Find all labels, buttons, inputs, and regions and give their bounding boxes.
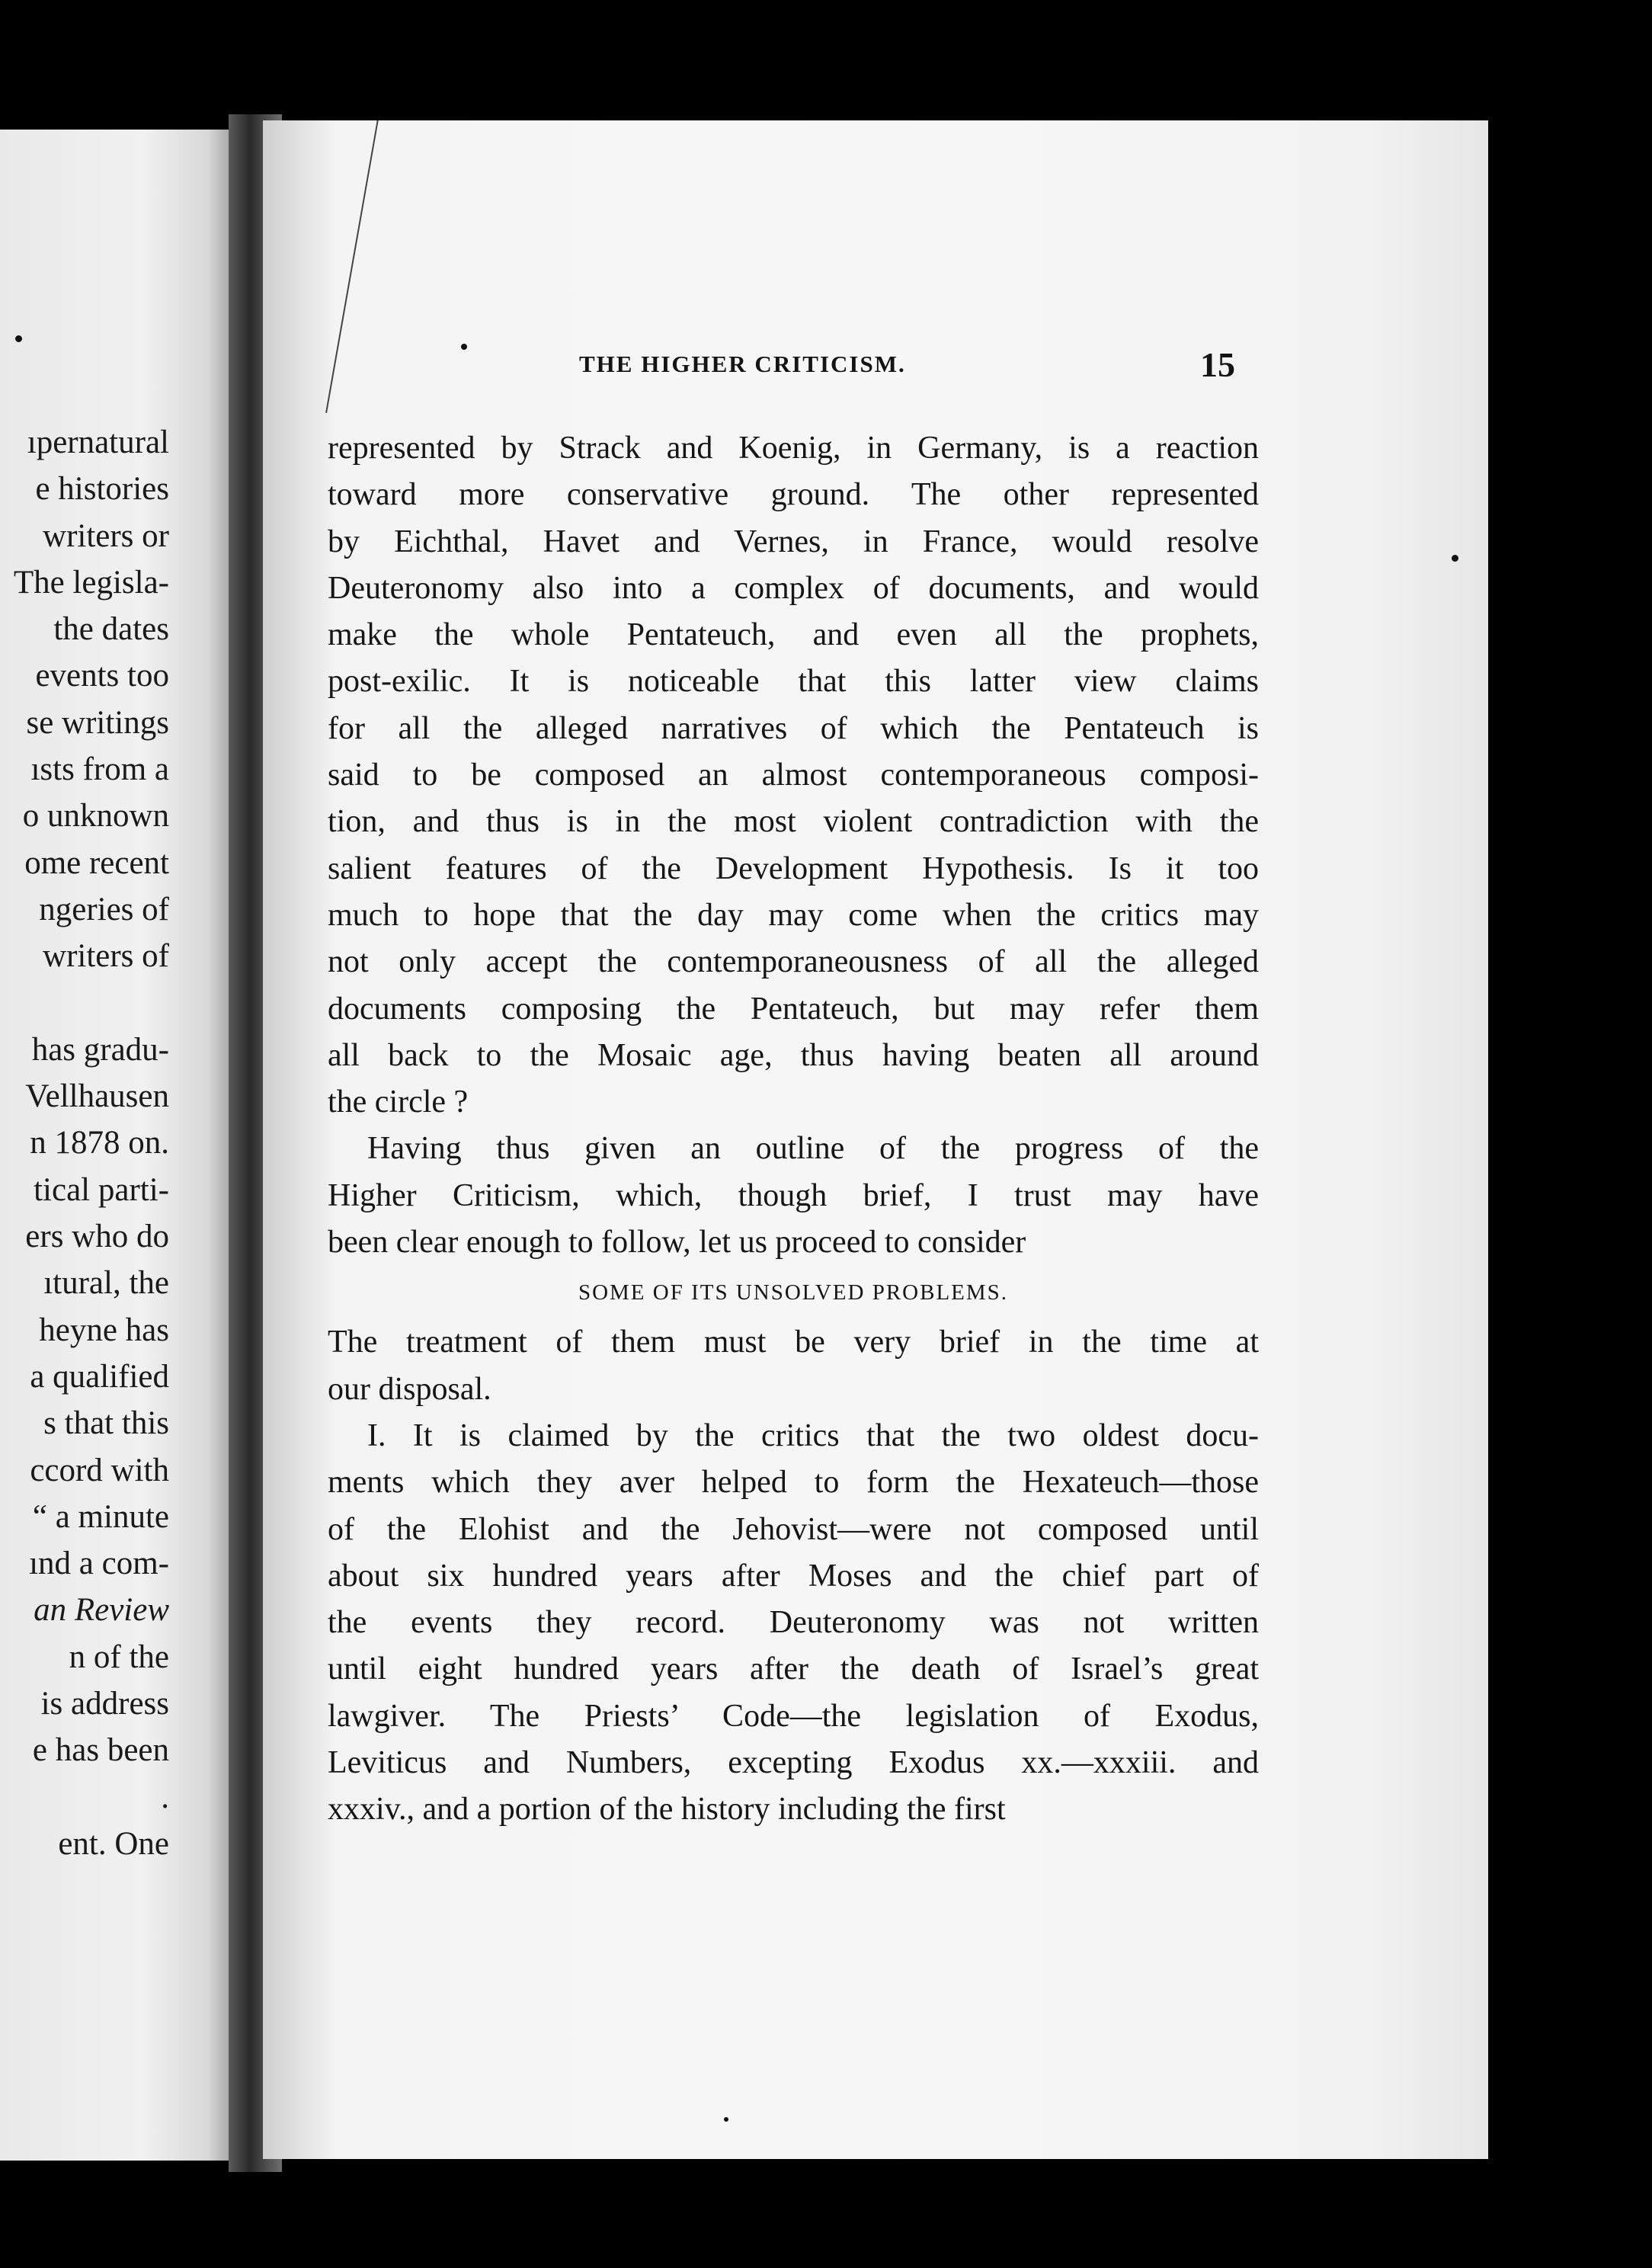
left-page-line: ngeries of bbox=[39, 891, 169, 927]
left-page-line: ome recent bbox=[24, 844, 169, 881]
text-line: the events they record. Deuteronomy was not written bbox=[328, 1605, 1259, 1641]
page-number: 15 bbox=[1200, 345, 1235, 384]
text-line: been clear enough to follow, let us proceed to consider bbox=[328, 1225, 1026, 1261]
left-page-line: “ a minute bbox=[32, 1498, 169, 1535]
left-page-line: ıpernatural bbox=[27, 424, 169, 460]
left-page-line: ıtural, the bbox=[43, 1265, 169, 1302]
text-line: said to be composed an almost contemporaneous composi- bbox=[328, 758, 1259, 793]
text-line: by Eichthal, Havet and Vernes, in France, would resolve bbox=[328, 524, 1259, 559]
left-page-text-fragment bbox=[14, 419, 169, 1867]
text-line: all back to the Mosaic age, thus having beaten all around bbox=[328, 1037, 1259, 1073]
text-line: tion, and thus is in the most violent contradiction with the bbox=[328, 804, 1259, 840]
left-page-line: ccord with bbox=[30, 1452, 169, 1488]
left-page-line: s that this bbox=[43, 1405, 169, 1442]
text-line: I. It is claimed by the critics that the two oldest docu- bbox=[367, 1418, 1259, 1453]
text-line: Leviticus and Numbers, excepting Exodus xx.—xxxiii. and bbox=[328, 1745, 1259, 1781]
left-page-line: The legisla- bbox=[13, 564, 169, 601]
scan-speck bbox=[724, 2117, 728, 2122]
text-line: not only accept the contemporaneousness of all the alleged bbox=[328, 944, 1259, 980]
text-line: documents composing the Pentateuch, but may refer them bbox=[328, 991, 1259, 1027]
text-line: our disposal. bbox=[328, 1371, 491, 1407]
left-page-line: ers who do bbox=[25, 1219, 169, 1255]
left-page-line: ısts from a bbox=[30, 751, 169, 788]
text-line: much to hope that the day may come when the critics may bbox=[328, 897, 1259, 933]
left-page-line: tical parti- bbox=[34, 1171, 169, 1208]
text-line: ments which they aver helped to form the Hexateuch—those bbox=[328, 1465, 1259, 1501]
left-page-line: e histories bbox=[35, 471, 169, 508]
paragraph bbox=[328, 1319, 1259, 1413]
text-line: salient features of the Development Hypothesis. Is it too bbox=[328, 850, 1259, 886]
scan-speck bbox=[1452, 555, 1458, 562]
left-page-line: e has been bbox=[32, 1732, 169, 1769]
left-page-line: heyne has bbox=[39, 1312, 169, 1348]
text-line: lawgiver. The Priests’ Code—the legislation of Exodus, bbox=[328, 1698, 1259, 1734]
text-line: Having thus given an outline of the progress of the bbox=[367, 1131, 1259, 1167]
text-line: of the Elohist and the Jehovist—were not composed until bbox=[328, 1511, 1259, 1547]
text-line: for all the alleged narratives of which the Pentateuch is bbox=[328, 710, 1259, 746]
body-text bbox=[328, 425, 1259, 1834]
section-heading: SOME OF ITS UNSOLVED PROBLEMS. bbox=[578, 1280, 1009, 1305]
paragraph bbox=[328, 1413, 1259, 1834]
left-page-line: ınd a com- bbox=[29, 1546, 169, 1582]
left-page-line: has gradu- bbox=[31, 1031, 169, 1068]
left-page-line: writers of bbox=[43, 938, 169, 975]
left-page-line: . bbox=[161, 1779, 169, 1815]
text-line: toward more conservative ground. The other represented bbox=[328, 477, 1259, 513]
left-page-line: the dates bbox=[53, 611, 169, 648]
text-line: Higher Criticism, which, though brief, I trust may have bbox=[328, 1177, 1259, 1213]
text-line: about six hundred years after Moses and the chief part of bbox=[328, 1558, 1259, 1594]
text-line: make the whole Pentateuch, and even all the prophets, bbox=[328, 617, 1259, 653]
left-page-line: a qualified bbox=[30, 1358, 169, 1395]
left-page-line: o unknown bbox=[22, 798, 169, 834]
left-page-line: n 1878 on. bbox=[30, 1125, 169, 1161]
left-page-line: writers or bbox=[43, 517, 169, 554]
text-line: xxxiv., and a portion of the history including the first bbox=[328, 1792, 1006, 1828]
left-page-line: is address bbox=[40, 1686, 169, 1722]
text-line: the circle ? bbox=[328, 1084, 469, 1120]
pencil-stroke bbox=[325, 120, 383, 413]
scan-speck bbox=[461, 344, 467, 350]
text-line: Deuteronomy also into a complex of documents, and would bbox=[328, 570, 1259, 606]
text-line: until eight hundred years after the death of Israel’s great bbox=[328, 1651, 1259, 1687]
left-page-line: Vellhausen bbox=[25, 1078, 169, 1115]
scan-speck bbox=[15, 335, 22, 342]
left-page-line bbox=[14, 980, 169, 1027]
left-page-line: events too bbox=[35, 658, 169, 694]
running-title: THE HIGHER CRITICISM. bbox=[579, 351, 906, 377]
left-page-line: ent. One bbox=[58, 1825, 169, 1862]
left-page-line: n of the bbox=[69, 1639, 169, 1675]
text-line: The treatment of them must be very brief in the time at bbox=[328, 1325, 1259, 1360]
paragraph bbox=[328, 425, 1259, 1126]
left-facing-page bbox=[0, 130, 236, 2161]
left-page-line: an Review bbox=[34, 1592, 169, 1629]
text-line: represented by Strack and Koenig, in Germany, is a reaction bbox=[328, 431, 1259, 466]
left-page-line: se writings bbox=[26, 704, 169, 741]
right-page bbox=[263, 120, 1488, 2159]
text-line: post-exilic. It is noticeable that this latter view claims bbox=[328, 664, 1259, 700]
paragraph bbox=[328, 1126, 1259, 1266]
